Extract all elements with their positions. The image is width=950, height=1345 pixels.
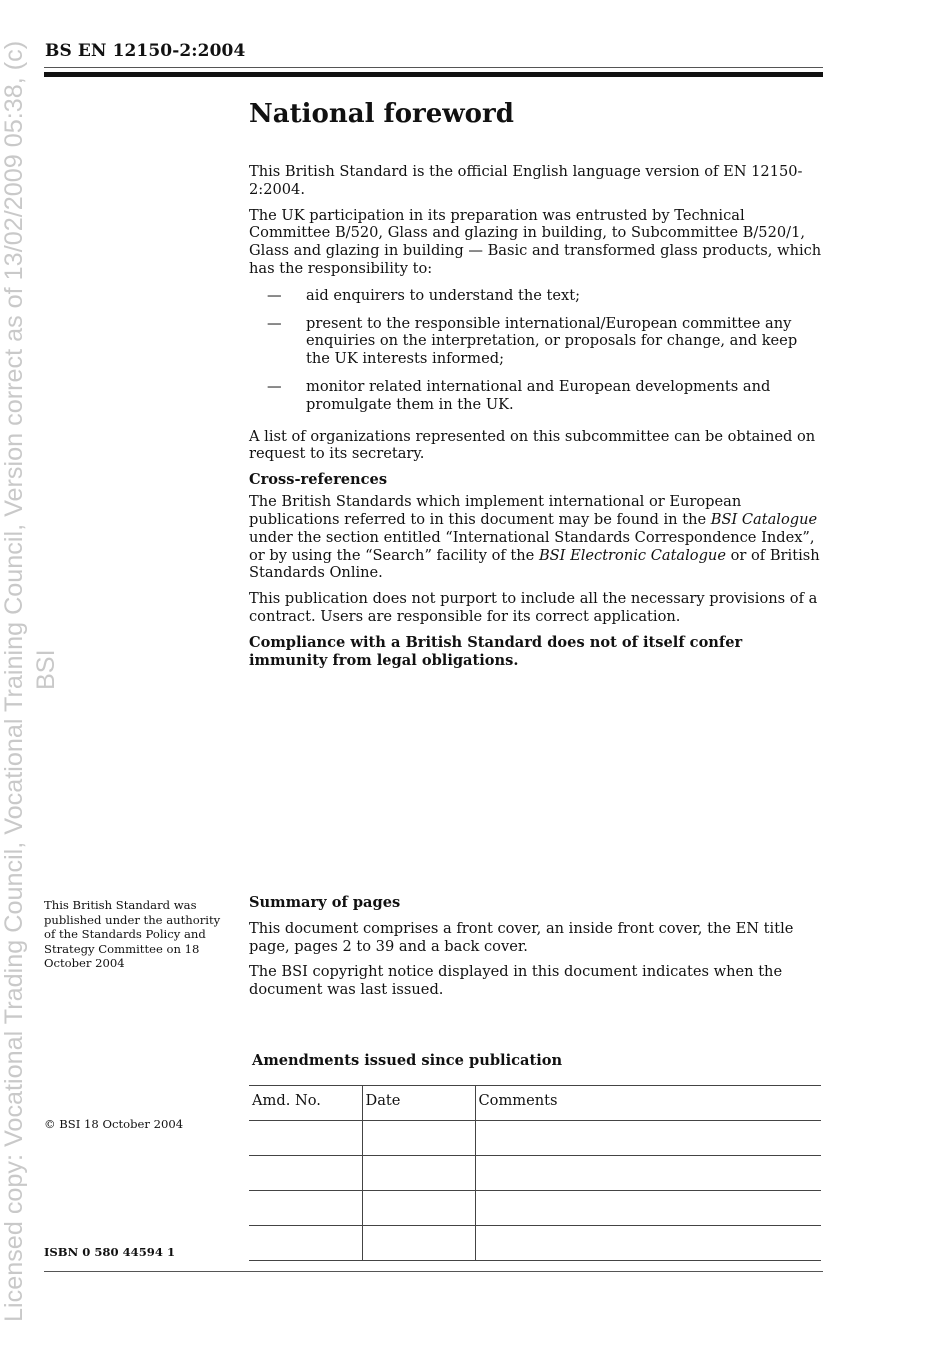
table-cell [362, 1226, 475, 1261]
amendments-table [249, 1085, 821, 1261]
summary-paragraph: This document comprises a front cover, an inside front cover, the EN title page, pages 2 to 39 and a back cover. [249, 919, 794, 955]
crossref-paragraph [249, 493, 825, 582]
isbn: ISBN 0 580 44594 1 [44, 1245, 176, 1259]
footer-rule [44, 1271, 823, 1272]
header-rule-thin [44, 67, 823, 68]
table-cell [249, 1191, 362, 1226]
list-item-text: monitor related international and European developments and promulgate them in the UK. [306, 377, 771, 413]
crossref-heading: Cross-references [249, 471, 388, 489]
table-cell [475, 1191, 821, 1226]
dash-bullet: — [267, 377, 282, 395]
foreword-paragraph: This British Standard is the official English language version of EN 12150-2:2004. [249, 163, 803, 198]
foreword-body [249, 163, 825, 677]
responsibility-list [249, 287, 825, 414]
table-row [249, 1156, 821, 1191]
list-item [249, 378, 825, 414]
foreword-paragraph: This publication does not purport to include all the necessary provisions of a contract. Users are responsible for its correct application. [249, 590, 818, 625]
table-row [249, 1191, 821, 1226]
table-cell [362, 1191, 475, 1226]
foreword-paragraph: A list of organizations represented on this subcommittee can be obtained on request to its secretary. [249, 427, 816, 463]
table-cell [249, 1156, 362, 1191]
table-cell [475, 1156, 821, 1191]
column-header: Comments [475, 1086, 821, 1121]
watermark-text-line2: BSI [32, 649, 60, 690]
foreword-paragraph: The UK participation in its preparation was entrusted by Technical Committee B/520, Glass and glazing in building, to Subcommittee B/520/1, Glass and glazing in building — Basic and transformed glass products, which has the responsibility to: [249, 206, 822, 277]
summary-of-pages [249, 894, 825, 1007]
license-watermark [0, 0, 64, 1345]
list-item [249, 287, 825, 305]
publication-note: This British Standard was published under the authority of the Standards Policy and Strategy Committee on 18 October 2004 [44, 898, 221, 971]
amendments-title: Amendments issued since publication [252, 1052, 563, 1069]
table-row [249, 1226, 821, 1261]
list-item [249, 315, 825, 368]
summary-heading: Summary of pages [249, 894, 401, 911]
catalogue-title: BSI Catalogue [710, 510, 818, 528]
crossref-text: or of British Standards Online. [249, 546, 820, 582]
page-title: National foreword [249, 99, 514, 129]
list-item-text: present to the responsible international/European committee any enquiries on the interpretation, or proposals for change, and keep the UK interests informed; [306, 314, 798, 368]
crossref-text: under the section entitled “International Standards Correspondence Index”, or by using the “Search” facility of the [249, 528, 815, 564]
header-rule-thick [44, 72, 823, 77]
table-cell [362, 1156, 475, 1191]
column-header: Date [362, 1086, 475, 1121]
column-header: Amd. No. [249, 1086, 362, 1121]
dash-bullet: — [267, 286, 282, 304]
list-item-text: aid enquirers to understand the text; [306, 286, 581, 304]
watermark-text: Licensed copy: Vocational Trading Council, Vocational Training Council, Version correct as of 13/02/2009 05:38, (c) [0, 40, 28, 1322]
table-cell [362, 1121, 475, 1156]
electronic-catalogue-title: BSI Electronic Catalogue [538, 546, 726, 564]
watermark-svg [0, 0, 64, 1345]
crossref-text: The British Standards which implement international or European publications referred to in this document may be found in the [249, 493, 742, 528]
summary-paragraph: The BSI copyright notice displayed in this document indicates when the document was last issued. [249, 963, 783, 999]
table-cell [475, 1121, 821, 1156]
table-cell [249, 1121, 362, 1156]
table-row [249, 1121, 821, 1156]
document-code: BS EN 12150-2:2004 [45, 41, 246, 61]
table-cell [249, 1226, 362, 1261]
table-cell [475, 1226, 821, 1261]
compliance-statement: Compliance with a British Standard does not of itself confer immunity from legal obligations. [249, 633, 743, 669]
dash-bullet: — [267, 314, 282, 332]
table-header-row [249, 1086, 821, 1121]
copyright-notice: © BSI 18 October 2004 [44, 1117, 184, 1131]
